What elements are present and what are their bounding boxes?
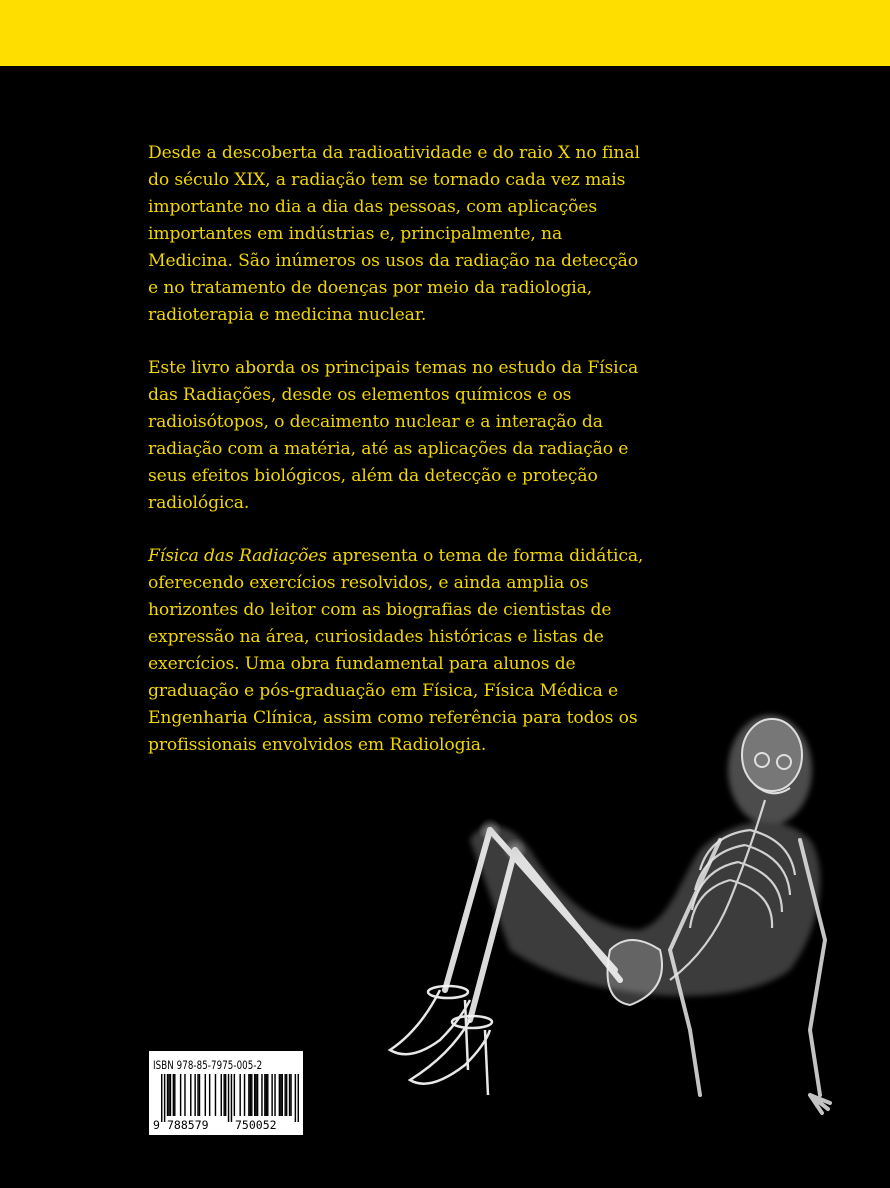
ean-left-group: 788579: [167, 1118, 209, 1132]
barcode-bar: [255, 1074, 256, 1116]
xray-skeleton-image: [370, 700, 860, 1120]
barcode-bar: [254, 1074, 255, 1116]
barcode-bar: [199, 1074, 200, 1116]
barcode-bar: [271, 1074, 272, 1116]
barcode-bar: [298, 1074, 299, 1122]
barcode-bar: [221, 1074, 222, 1116]
isbn-label: ISBN 978-85-7975-005-2: [153, 1059, 263, 1072]
blurb-paragraph-1: Desde a descoberta da radioatividade e do raio X no final do século XIX, a radiação tem se tornado cada vez mais importante no dia a dia das pessoas, com aplicações importantes em indústrias e, principalmente, na Medicina. São inúmeros os usos da radiação na detecção e no tratamento de doenças por meio da radiologia, radioterapia e medicina nuclear.: [148, 143, 640, 325]
barcode-bar: [205, 1074, 206, 1116]
barcode-bar: [231, 1074, 232, 1122]
barcode-bar: [223, 1074, 224, 1116]
barcode-bar: [274, 1074, 275, 1116]
barcode-bar: [167, 1074, 168, 1116]
barcode-bar: [267, 1074, 268, 1116]
ean-digits: [153, 1118, 301, 1134]
barcode-bar: [257, 1074, 258, 1116]
barcode-bar: [180, 1074, 181, 1116]
barcode-bar: [239, 1074, 240, 1116]
barcode-bar: [290, 1074, 291, 1116]
barcode-bar: [194, 1074, 195, 1116]
top-yellow-band: [0, 0, 890, 66]
barcode-bar: [250, 1074, 251, 1116]
barcode-bar: [209, 1074, 210, 1116]
barcode-bar: [264, 1074, 265, 1116]
barcode-bar: [173, 1074, 174, 1116]
barcode-bar: [234, 1074, 235, 1116]
barcode-bar: [190, 1074, 191, 1116]
barcode-bar: [266, 1074, 267, 1116]
barcode-bar: [248, 1074, 249, 1116]
blurb-paragraph-3-text: apresenta o tema de forma didática, oferecendo exercícios resolvidos, e ainda amplia os horizontes do leitor com as biografias de cientistas de expressão na área, curiosidades históricas e listas de exercícios. Uma obra fundamental para alunos de graduação e pós-graduação em Física, Física Médica e Engenharia Clínica, assim como referência para todos os profissionais envolvidos em Radiologia.: [148, 546, 644, 755]
barcode-bar: [279, 1074, 280, 1116]
barcode-bar: [184, 1074, 185, 1116]
barcode-bar: [286, 1074, 287, 1116]
barcode-bar: [284, 1074, 285, 1116]
barcode-bar: [228, 1074, 229, 1122]
back-cover-blurb: [148, 140, 648, 785]
book-title-italic: Física das Radiações: [148, 546, 327, 566]
barcode-bar: [225, 1074, 226, 1116]
barcode-bar: [280, 1074, 281, 1116]
barcode-bar: [261, 1074, 262, 1116]
barcode-bar: [295, 1074, 296, 1122]
isbn-barcode: [148, 1050, 304, 1136]
barcode-bar: [168, 1074, 169, 1116]
barcode-bar: [174, 1074, 175, 1116]
barcode-bar: [244, 1074, 245, 1116]
barcode-bar: [161, 1074, 162, 1122]
ean-right-group: 750052: [235, 1118, 277, 1132]
barcode-bar: [251, 1074, 252, 1116]
barcode-bar: [289, 1074, 290, 1116]
ean-first-digit: 9: [153, 1118, 160, 1132]
blurb-paragraph-2: Este livro aborda os principais temas no estudo da Física das Radiações, desde os elementos químicos e os radioisótopos, o decaimento nuclear e a interação da radiação com a matéria, até as aplicações da radiação e seus efeitos biológicos, além da detecção e proteção radiológica.: [148, 358, 639, 513]
barcode-bar: [170, 1074, 171, 1116]
barcode-bar: [197, 1074, 198, 1116]
barcode-bar: [215, 1074, 216, 1116]
barcode-bar: [164, 1074, 165, 1122]
barcode-bars: [161, 1074, 299, 1122]
barcode-bar: [282, 1074, 283, 1116]
